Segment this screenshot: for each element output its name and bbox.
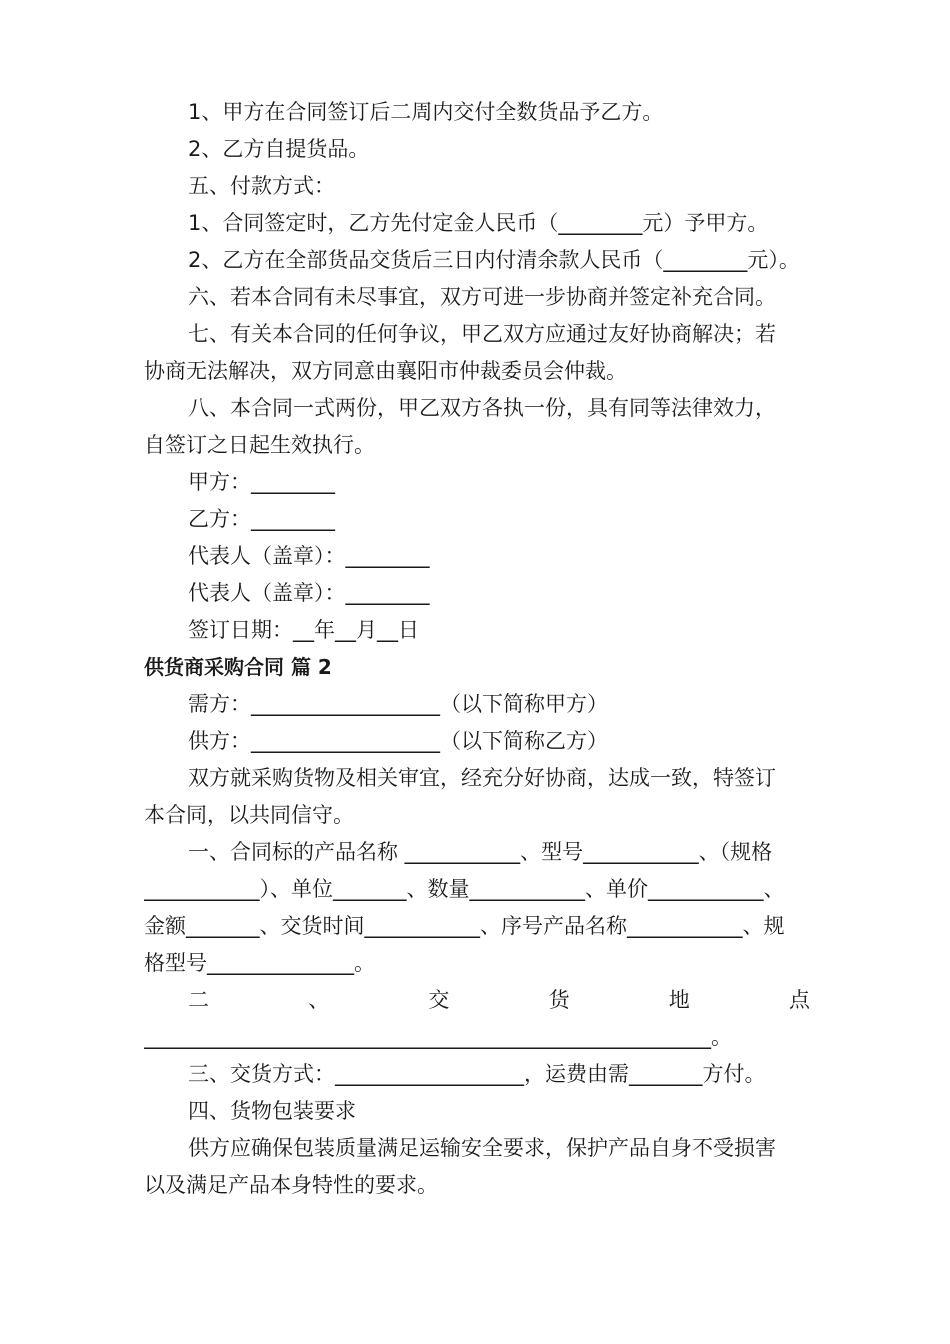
clause-line-continued: 格型号______________。 xyxy=(144,951,375,975)
heading-char: 地 xyxy=(668,988,690,1012)
supplier-line: 供方：__________________（以下简称乙方） xyxy=(188,729,608,753)
clause-line: 供方应确保包装质量满足运输安全要求，保护产品自身不受损害 xyxy=(188,1136,776,1160)
clause-line-continued: 协商无法解决，双方同意由襄阳市仲裁委员会仲裁。 xyxy=(144,359,627,383)
clause-line: 2、乙方自提货品。 xyxy=(188,137,370,161)
clause-line: 八、本合同一式两份，甲乙双方各执一份，具有同等法律效力， xyxy=(188,396,776,420)
signing-date: 签订日期：__年__月__日 xyxy=(188,618,419,642)
clause-line: 一、合同标的产品名称 ___________、型号___________、（规格 xyxy=(188,840,773,864)
signature-party-a: 甲方：________ xyxy=(188,470,335,494)
document-title: 供货商采购合同 篇 2 xyxy=(144,655,332,679)
heading-char: 货 xyxy=(548,988,570,1012)
clause-line-continued: ___________）、单位_______、数量___________、单价___________、 xyxy=(144,877,785,901)
clause-line: 六、若本合同有未尽事宜，双方可进一步协商并签定补充合同。 xyxy=(188,285,776,309)
heading-char: 、 xyxy=(308,988,330,1012)
signature-representative: 代表人（盖章）：________ xyxy=(188,544,430,568)
delivery-place-heading xyxy=(188,985,810,1015)
preamble-line: 双方就采购货物及相关审宜，经充分好协商，达成一致，特签订 xyxy=(188,766,776,790)
clause-line: 1、合同签定时，乙方先付定金人民币（________元）予甲方。 xyxy=(188,211,769,235)
preamble-line-continued: 本合同，以共同信守。 xyxy=(144,803,354,827)
delivery-place-blank: ______________________________________________________。 xyxy=(144,1025,732,1049)
heading-char: 二 xyxy=(188,988,209,1012)
heading-char: 点 xyxy=(788,988,810,1012)
signature-party-b: 乙方：________ xyxy=(188,507,335,531)
clause-line: 2、乙方在全部货品交货后三日内付清余款人民币（________元）。 xyxy=(188,248,800,272)
clause-line-continued: 自签订之日起生效执行。 xyxy=(144,433,375,457)
section-heading: 五、付款方式： xyxy=(188,174,335,198)
clause-line: 七、有关本合同的任何争议，甲乙双方应通过友好协商解决；若 xyxy=(188,322,776,346)
clause-line-continued: 金额_______、交货时间___________、序号产品名称___________、规 xyxy=(144,914,785,938)
clause-line: 1、甲方在合同签订后二周内交付全数货品予乙方。 xyxy=(188,100,664,124)
clause-line: 三、交货方式：__________________，运费由需_______方付。 xyxy=(188,1062,766,1086)
signature-representative: 代表人（盖章）：________ xyxy=(188,581,430,605)
clause-line-continued: 以及满足产品本身特性的要求。 xyxy=(144,1173,438,1197)
heading-char: 交 xyxy=(428,988,450,1012)
buyer-line: 需方：__________________（以下简称甲方） xyxy=(188,692,608,716)
section-heading: 四、货物包装要求 xyxy=(188,1099,356,1123)
